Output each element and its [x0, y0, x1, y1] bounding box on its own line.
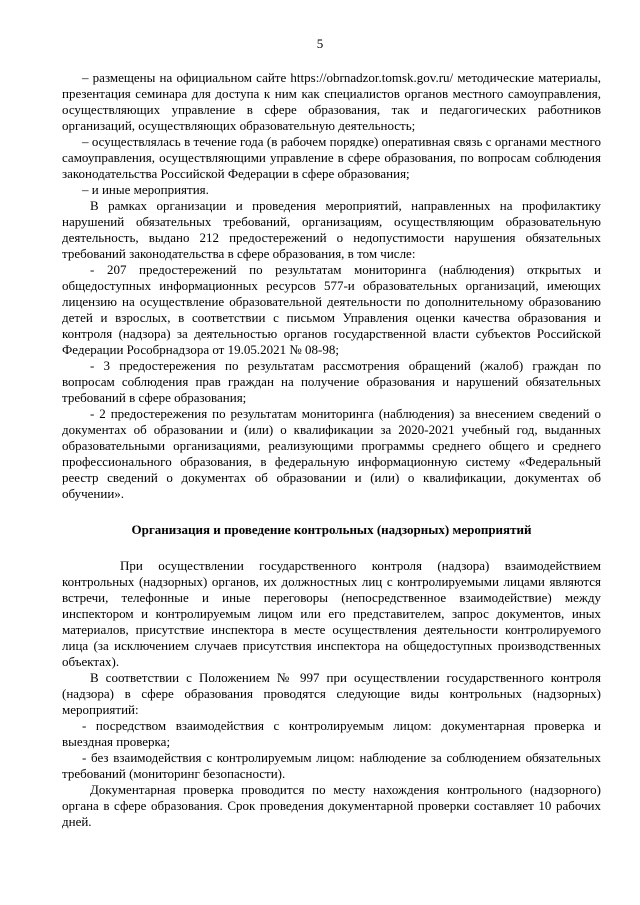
paragraph-regulation-997: В соответствии с Положением № 997 при осуществлении государственного контроля (надзора) в сфере образования проводятся следующие виды контрольных (надзорных) мероприятий: — [62, 670, 601, 717]
paragraph-warnings-issued: В рамках организации и проведения мероприятий, направленных на профилактику нарушений обязательных требований, организациям, осуществляющим образовательную деятельность, выдано 212 предостережений о недопустимости нарушения обязательных требований законодательства в сфере образования, в том числе: — [62, 198, 601, 261]
document-body — [62, 70, 601, 830]
paragraph-with-interaction: - посредством взаимодействия с контролируемым лицом: документарная проверка и выездная проверка; — [62, 718, 601, 749]
paragraph-interaction-definition: При осуществлении государственного контроля (надзора) взаимодействием контрольных (надзорных) органов, их должностных лиц с контролируемыми лицами являются встречи, телефонные и иные переговоры (непосредственное взаимодействие) между инспектором и контролируемым лицом или его представителем, запрос документов, иных материалов, присутствие инспектора в месте осуществления деятельности контролируемого лица (за исключением случаев присутствия инспектора на общедоступных производственных объектах). — [62, 558, 601, 669]
paragraph-documentary-inspection: Документарная проверка проводится по месту нахождения контрольного (надзорного) органа в сфере образования. Срок проведения документарной проверки составляет 10 рабочих дней. — [62, 782, 601, 829]
page-number: 5 — [316, 36, 324, 51]
paragraph-website-materials: – размещены на официальном сайте https://obrnadzor.tomsk.gov.ru/ методические материалы, презентация семинара для доступа к ним как специалистов органов местного самоуправления, осуществляющих управление в сфере образования, так и педагогических работников организаций, осуществляющих образовательную деятельность; — [62, 70, 601, 133]
section-heading: Организация и проведение контрольных (надзорных) мероприятий — [131, 522, 532, 537]
paragraph-warnings-registry: - 2 предостережения по результатам мониторинга (наблюдения) за внесением сведений о документах об образовании и (или) о квалификации за 2020-2021 учебный год, выданных образовательными организациями, реализующими программы среднего общего и среднего профессионального образования, в федеральную информационную систему «Федеральный реестр сведений о документах об образовании и (или) о квалификации, документах об обучении». — [62, 406, 601, 501]
paragraph-without-interaction: - без взаимодействия с контролируемым лицом: наблюдение за соблюдением обязательных требований (мониторинг безопасности). — [62, 750, 601, 781]
paragraph-other-events: – и иные мероприятия. — [82, 182, 209, 197]
paragraph-operational-contact: – осуществлялась в течение года (в рабочем порядке) оперативная связь с органами местного самоуправления, осуществляющими управление в сфере образования, по вопросам соблюдения законодательства Российской Федерации в сфере образования; — [62, 134, 601, 181]
paragraph-warnings-complaints: - 3 предостережения по результатам рассмотрения обращений (жалоб) граждан по вопросам соблюдения прав граждан на получение образования и нарушений обязательных требований в сфере образования; — [62, 358, 601, 405]
paragraph-warnings-monitoring: - 207 предостережений по результатам мониторинга (наблюдения) открытых и общедоступных информационных ресурсов 577-и образовательных организаций, имеющих лицензию на осуществление образовательной деятельности по дополнительному образованию детей и взрослых, в соответствии с письмом Управления оценки качества образования и контроля (надзора) за деятельностью органов государственной власти субъектов Российской Федерации Рособрнадзора от 19.05.2021 № 08-98; — [62, 262, 601, 357]
